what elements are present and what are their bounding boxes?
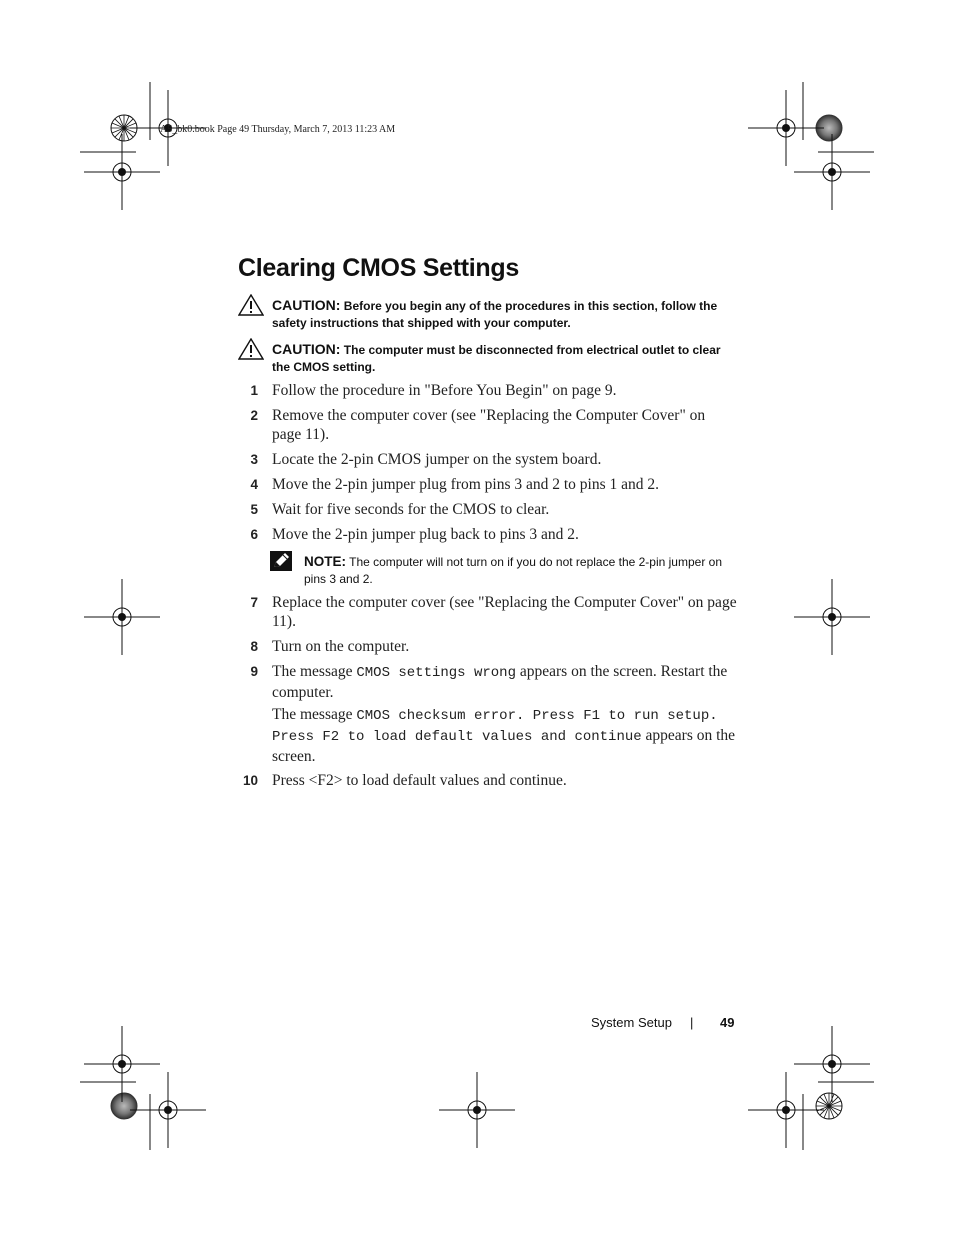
step-item [238, 525, 738, 544]
step-item [238, 593, 738, 631]
paragraph-text-part: The message [272, 706, 357, 723]
step-item [238, 637, 738, 656]
crosshair-mark [84, 579, 160, 655]
step-text: Move the 2-pin jumper plug back to pins 3 and 2. [272, 526, 579, 543]
step-number: 6 [250, 527, 258, 542]
page-title: Clearing CMOS Settings [238, 254, 519, 282]
step-text: Follow the procedure in "Before You Begin" on page 9. [272, 382, 617, 399]
step-item [238, 406, 738, 444]
crosshair-mark [794, 1026, 870, 1102]
error-message-code: CMOS settings wrong [356, 665, 516, 681]
step-text: Wait for five seconds for the CMOS to clear. [272, 501, 550, 518]
step-item [238, 771, 738, 790]
crosshair-mark [794, 134, 870, 210]
paragraph-text-part: appears on the screen. [272, 727, 736, 765]
footer-section: System Setup [591, 1015, 672, 1030]
step-followup-paragraph [272, 705, 742, 766]
step-item [238, 475, 738, 494]
step-text: Replace the computer cover (see "Replacing the Computer Cover" on page 11). [272, 594, 737, 630]
step-text: Locate the 2-pin CMOS jumper on the system board. [272, 451, 602, 468]
step-text: Move the 2-pin jumper plug from pins 3 and 2 to pins 1 and 2. [272, 476, 660, 493]
crosshair-mark [794, 579, 870, 655]
warning-triangle-icon [238, 338, 264, 360]
starburst-mark [816, 1093, 842, 1119]
step-item [238, 662, 738, 702]
step-number: 10 [242, 773, 258, 788]
step-text-part: The message [272, 663, 357, 680]
note-text: The computer will not turn on if you do not replace the 2-pin jumper on pins 3 and 2. [304, 555, 722, 586]
step-text: Turn on the computer. [272, 638, 410, 655]
step-number: 5 [250, 502, 258, 517]
step-number: 9 [250, 664, 258, 679]
pencil-note-icon [270, 551, 292, 571]
slug-line: A5_bk0.book Page 49 Thursday, March 7, 2013 11:23 AM [160, 124, 396, 135]
step-item [238, 450, 738, 469]
step-number: 4 [250, 477, 258, 492]
crosshair-mark [84, 134, 160, 210]
note-block [270, 553, 740, 588]
step-number: 3 [250, 452, 258, 467]
step-number: 8 [250, 639, 258, 654]
speckle-mark [111, 1093, 137, 1119]
crosshair-mark [439, 1072, 515, 1148]
step-text-part: appears on the screen. Restart the computer. [272, 663, 728, 701]
caution-text: The computer must be disconnected from electrical outlet to clear the CMOS setting. [272, 343, 721, 374]
step-text: Remove the computer cover (see "Replacing the Computer Cover" on page 11). [272, 407, 706, 443]
caution-label: CAUTION: [272, 341, 341, 357]
crosshair-mark [748, 1072, 824, 1148]
caution-text: Before you begin any of the procedures in this section, follow the safety instructions that shipped with your computer. [272, 299, 718, 330]
footer-separator: | [690, 1015, 694, 1030]
note-label: NOTE: [304, 554, 346, 569]
caution-label: CAUTION: [272, 297, 341, 313]
step-number: 7 [250, 595, 258, 610]
step-item [238, 500, 738, 519]
step-text [272, 662, 738, 702]
caution-block [238, 297, 738, 332]
step-text: Press <F2> to load default values and continue. [272, 772, 567, 789]
crosshair-mark [130, 1072, 206, 1148]
crosshair-mark [84, 1026, 160, 1102]
step-item [238, 381, 738, 400]
step-number: 1 [250, 383, 258, 398]
caution-block [238, 341, 738, 376]
warning-triangle-icon [238, 294, 264, 316]
error-message-code: CMOS checksum error. Press F1 to run setup. Press F2 to load default values and continue [272, 708, 718, 745]
crosshair-mark [748, 90, 824, 166]
step-number: 2 [250, 408, 258, 423]
page-number: 49 [720, 1015, 735, 1030]
